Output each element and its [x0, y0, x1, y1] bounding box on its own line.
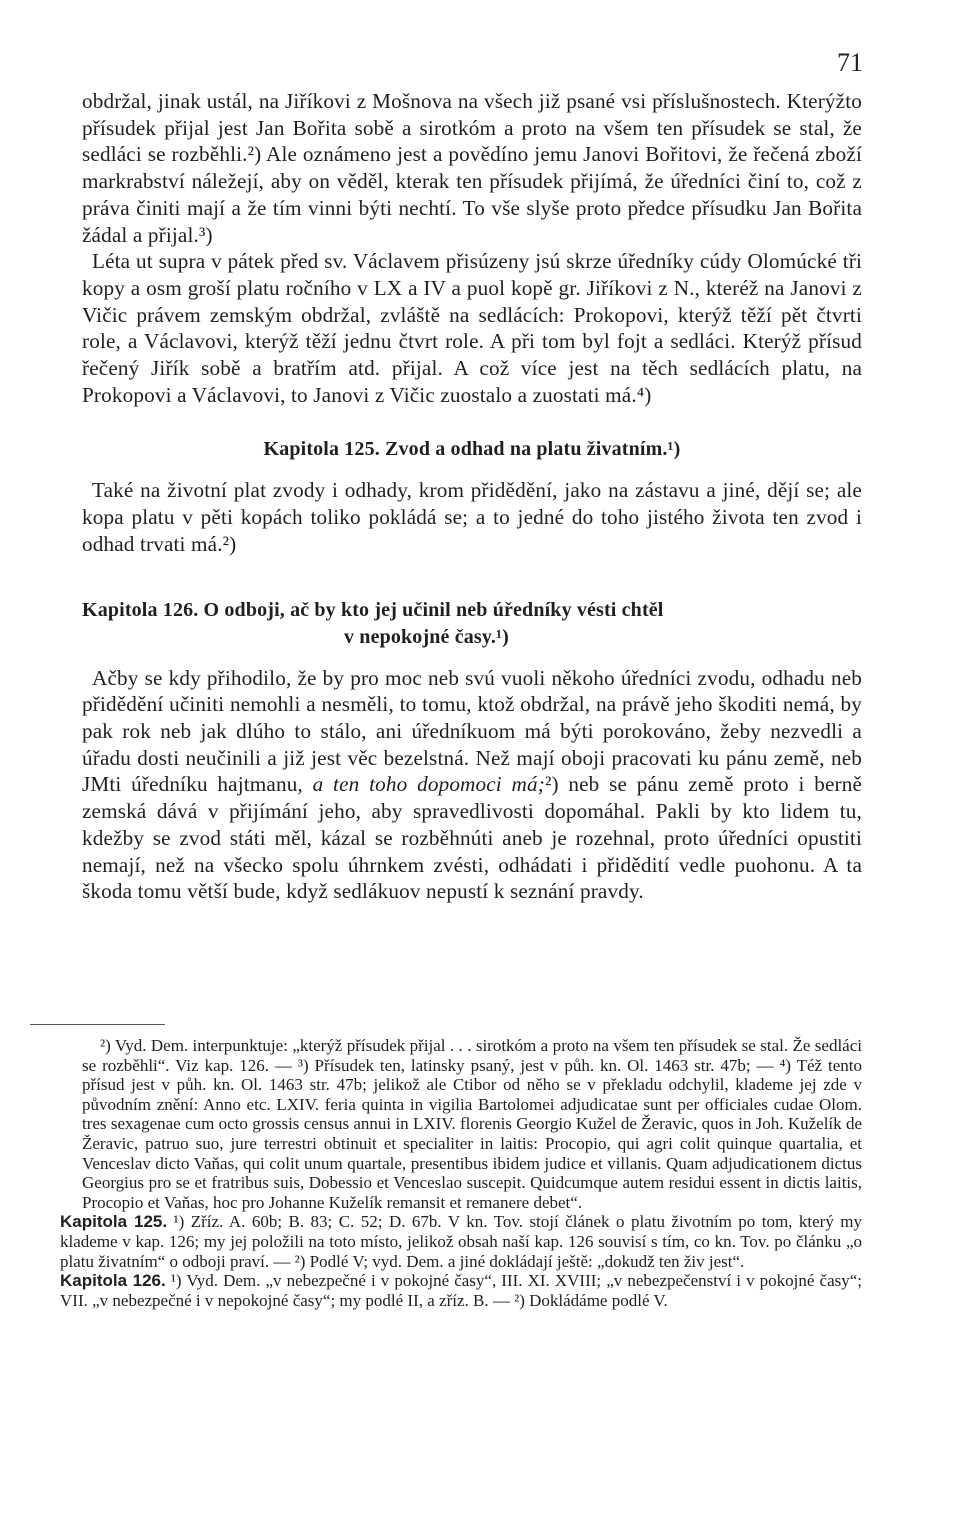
page-number: 71 [837, 48, 863, 77]
footnotes [60, 1036, 863, 1310]
chapter-125-heading: Kapitola 125. Zvod a odhad na platu živatním.¹) [263, 438, 681, 461]
footnote-125-text: ¹) Zříz. A. 60b; B. 83; C. 52; D. 67b. V kn. Tov. stojí článek o platu životním po tom, který my klademe v kap. 126; my jej položili na toto místo, jelikož obsah naší kap. 126 souvisí s tím, co kn. Tov. po článku „o platu živatním“ o odboji praví. — ²) Podlé V; vyd. Dem. a jiné dokládají ještě: „dokudž ten živ jest“. [60, 1212, 862, 1271]
paragraph-4-italic: a ten toho dopomoci má; [312, 772, 545, 797]
footnote-chapter-126 [60, 1271, 862, 1310]
footnote-125-label: Kapitola 125. [60, 1212, 168, 1232]
chapter-126-heading [82, 597, 862, 650]
paragraph-4-part2: ²) neb se pánu země proto i berně zemská dává v přijímání jeho, aby spravedlivosti dopomáhal. Pakli by kto lidem tu, kdežby se zvod státi měl, kázal se rozběhnúti aneb je rozehnal, proto úředníci opustiti nemají, než na všecko spolu úhrnkem zvésti, odhádati i přidědití vedle puohonu. A ta škoda tomu větší bude, když sedlákuov nepustí k seznání pravdy. [82, 772, 863, 904]
footnote-1: ²) Vyd. Dem. interpunktuje: „kterýž přísudek přijal . . . sirotkóm a proto na všem ten přísudek se stal. Že sedláci se rozběhli“. Viz kap. 126. — ³) Přísudek ten, latinsky psaný, jest v půh. kn. Ol. 1463 str. 47b; — ⁴) Též tento přísud jest v půh. kn. Ol. 1463 str. 47b; jelikož ale Ctibor od něho se v překladu odchylil, klademe jej zde v původním znění: Anno etc. LXIV. feria quinta in vigilia Bartolomei adjudicatae sunt per officiales cudae Olom. tres sexagenae cum octo grossis census annui in LXIV. florenis Georgio Kužel de Žeravic, quos in Joh. Kuželík de Žeravic, patruo suo, jure terrestri obtinuit et specialiter in laitis: Procopio, qui agri colit quinque quartalia, et Venceslav dicto Vaňas, qui colit unum quartale, presentibus ibidem judice et villanis. Quam adjudicationem dictus Georgius pro se et fratribus suis, Dobessio et Venceslao suscepit. Quidcumque autem residui essent in dictis laitis, Procopio et Vaňas, hoc pro Johanne Kuželík remansit et remanere debet“. [82, 1036, 862, 1212]
footnote-chapter-125 [60, 1212, 862, 1271]
chapter-126-heading-line1: Kapitola 126. O odboji, ač by kto jej učinil neb úředníky vésti chtěl [82, 599, 664, 622]
chapter-126-heading-line2: v nepokojné časy.¹) [344, 625, 509, 648]
main-text [82, 88, 862, 905]
paragraph-3: Také na životní plat zvody i odhady, krom přidědění, jako na zástavu a jiné, dějí se; ale kopa platu v pěti kopách toliko pokládá se; a to jedné do toho jistého života ten zvod i odhad trvati má.²) [82, 478, 862, 556]
paragraph-2: Léta ut supra v pátek před sv. Václavem přisúzeny jsú skrze úředníky cúdy Olomúcké tři kopy a osm groší platu ročního v LX a IV a puol kopě gr. Jiříkovi z N., kteréž na Janovi z Vičic právem zemským obdržal, zvláště na sedlácích: Prokopovi, kterýž těží pět čtvrti role, a Václavovi, kterýž těží jednu čtvrt role. A při tom byl fojt a sedláci. Kterýž přísud řečený Jiřík sobě a bratřím atd. přijal. A což více jest na těch sedlácích platu, na Prokopovi a Václavovi, to Janovi z Vičic zuostalo a zuostati má.⁴) [82, 249, 862, 407]
paragraph-4 [82, 665, 862, 905]
footnote-126-label: Kapitola 126. [60, 1271, 166, 1291]
paragraph-1: obdržal, jinak ustál, na Jiříkovi z Mošnova na všech již psané vsi příslušnostech. Kterýžto přísudek přijal jest Jan Bořita sobě a sirotkóm a proto na všem ten přísudek se stal, že sedláci se rozběhli.²) Ale oznámeno jest a povědíno jemu Janovi Bořitovi, že řečená zboží markrabství náležejí, aby on věděl, kterak ten přísudek přijímá, že úředníci činí to, což z práva činiti mají a že tím vinni býti nechtí. To vše slyše proto předce přísudku Jan Bořita žádal a přijal.³) [82, 89, 862, 247]
paragraph-4-part1: Ačby se kdy přihodilo, že by pro moc neb svú vuoli někoho úředníci zvodu, odhadu neb přidědění učiniti nemohli a nesměli, to tomu, ktož obdržal, na právě jeho škoditi nemá, by pak rok neb jak dlúho to stálo, ani úředníkuom má býti porokováno, žeby nezvedli a úřadu dosti neučinili a již jest věc bezelstná. Než mají oboji pracovati ku pánu země, neb JMti úředníku hajtmanu, [82, 665, 862, 797]
footnote-divider [30, 1024, 165, 1025]
footnote-126-text: ¹) Vyd. Dem. „v nebezpečné i v pokojné časy“, III. XI. XVIII; „v nebezpečenství i v pokojné časy“; VII. „v nebezpečné i v nepokojné časy“; my podlé II, a zříz. B. — ²) Dokládáme podlé V. [60, 1271, 863, 1310]
